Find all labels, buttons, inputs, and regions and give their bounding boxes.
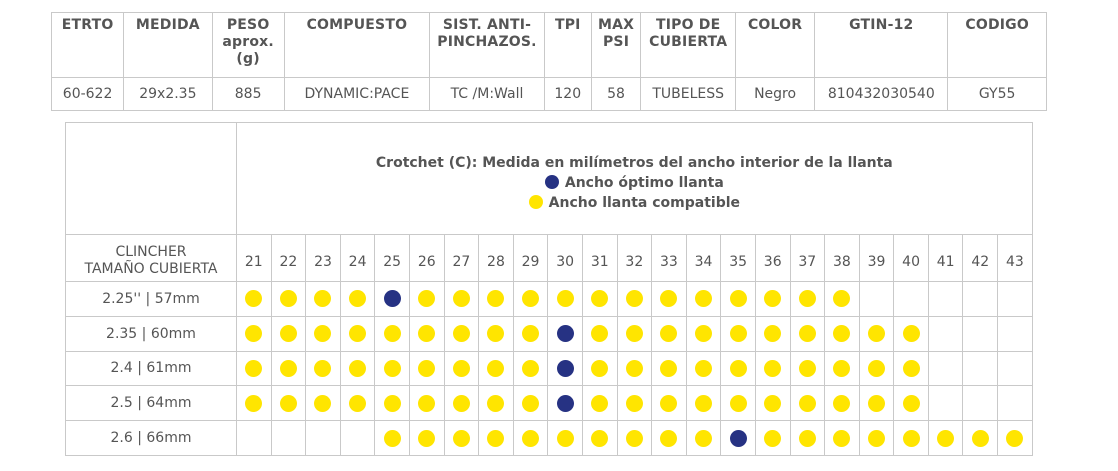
fit-cell-42	[963, 351, 998, 386]
fit-cell-41	[928, 421, 963, 456]
fit-cell-26	[409, 386, 444, 421]
compatible-width-dot	[660, 360, 677, 377]
fit-cell-41	[928, 316, 963, 351]
fit-cell-35	[721, 282, 756, 317]
compatible-width-dot	[591, 325, 608, 342]
optimal-width-dot	[384, 290, 401, 307]
width-header-24: 24	[340, 235, 375, 282]
value-tpi: 120	[544, 78, 591, 111]
fit-cell-21	[237, 316, 272, 351]
width-header-row	[66, 235, 1033, 282]
fit-cell-33	[652, 282, 687, 317]
compatible-width-dot	[730, 290, 747, 307]
compatible-width-dot	[418, 430, 435, 447]
width-header-28: 28	[479, 235, 514, 282]
compatible-dot-icon	[529, 195, 543, 209]
width-header-36: 36	[755, 235, 790, 282]
fit-cell-24	[340, 386, 375, 421]
value-tipo-de-cubierta: TUBELESS	[641, 78, 736, 111]
compatible-width-dot	[972, 430, 989, 447]
header-tipo-de-cubierta: TIPO DE CUBIERTA	[641, 13, 736, 78]
tire-size-row	[66, 282, 1033, 317]
compatible-width-dot	[833, 360, 850, 377]
compatible-width-dot	[626, 360, 643, 377]
compatible-width-dot	[522, 360, 539, 377]
legend-row	[66, 123, 1033, 235]
header-codigo: CODIGO	[948, 13, 1047, 78]
fit-cell-26	[409, 351, 444, 386]
header-etrto: ETRTO	[52, 13, 124, 78]
compatible-width-dot	[626, 325, 643, 342]
compatible-width-dot	[280, 325, 297, 342]
compatible-width-dot	[660, 395, 677, 412]
tire-size-label: 2.35 | 60mm	[66, 316, 237, 351]
fit-cell-40	[894, 386, 929, 421]
fit-cell-28	[479, 386, 514, 421]
compatible-width-dot	[626, 290, 643, 307]
fit-cell-25	[375, 282, 410, 317]
compatible-width-dot	[314, 395, 331, 412]
compatible-width-dot	[245, 290, 262, 307]
fit-cell-38	[825, 316, 860, 351]
spec-value-row	[52, 78, 1047, 111]
compatible-width-dot	[453, 325, 470, 342]
fit-cell-41	[928, 386, 963, 421]
optimal-width-dot	[730, 430, 747, 447]
fit-cell-36	[755, 282, 790, 317]
fit-cell-25	[375, 316, 410, 351]
fit-cell-28	[479, 282, 514, 317]
fit-cell-24	[340, 351, 375, 386]
fit-cell-36	[755, 316, 790, 351]
fit-cell-27	[444, 351, 479, 386]
tire-size-label: 2.5 | 64mm	[66, 386, 237, 421]
fit-cell-42	[963, 386, 998, 421]
fit-cell-39	[859, 386, 894, 421]
fit-cell-24	[340, 282, 375, 317]
fit-cell-36	[755, 421, 790, 456]
fit-cell-37	[790, 351, 825, 386]
fit-cell-42	[963, 421, 998, 456]
fit-cell-39	[859, 316, 894, 351]
header-max-psi: MAX PSI	[591, 13, 641, 78]
fit-cell-29	[513, 351, 548, 386]
compatible-width-dot	[730, 395, 747, 412]
fit-cell-27	[444, 316, 479, 351]
width-header-38: 38	[825, 235, 860, 282]
tire-size-label: 2.4 | 61mm	[66, 351, 237, 386]
fit-cell-29	[513, 386, 548, 421]
fit-cell-22	[271, 386, 306, 421]
fit-cell-39	[859, 421, 894, 456]
fit-cell-22	[271, 351, 306, 386]
fit-cell-36	[755, 386, 790, 421]
compatible-width-dot	[487, 290, 504, 307]
compatible-width-dot	[453, 430, 470, 447]
value-sist-anti-pinchazos: TC /M:Wall	[430, 78, 545, 111]
compatible-width-dot	[764, 360, 781, 377]
tire-size-label: 2.6 | 66mm	[66, 421, 237, 456]
compatible-width-dot	[522, 430, 539, 447]
compatible-width-dot	[349, 395, 366, 412]
fit-cell-38	[825, 386, 860, 421]
fit-cell-28	[479, 316, 514, 351]
legend-cell	[237, 123, 1033, 235]
legend-compatible	[237, 193, 1032, 213]
fit-cell-23	[306, 316, 341, 351]
compatible-width-dot	[833, 325, 850, 342]
compatible-width-dot	[695, 430, 712, 447]
fit-cell-26	[409, 421, 444, 456]
legend-compatible-label: Ancho llanta compatible	[548, 194, 741, 211]
fit-cell-34	[686, 386, 721, 421]
compatible-width-dot	[695, 290, 712, 307]
value-gtin-12: 810432030540	[815, 78, 948, 111]
fit-cell-40	[894, 282, 929, 317]
width-header-34: 34	[686, 235, 721, 282]
fit-cell-24	[340, 316, 375, 351]
fit-cell-43	[998, 351, 1033, 386]
fit-cell-38	[825, 282, 860, 317]
compatible-width-dot	[764, 395, 781, 412]
size-header-line1: CLINCHER	[115, 244, 187, 260]
header-peso: PESO aprox. (g)	[212, 13, 284, 78]
fit-cell-42	[963, 316, 998, 351]
fit-cell-29	[513, 282, 548, 317]
fit-cell-21	[237, 421, 272, 456]
fit-cell-23	[306, 421, 341, 456]
header-compuesto: COMPUESTO	[284, 13, 429, 78]
fit-cell-23	[306, 386, 341, 421]
compatible-width-dot	[833, 430, 850, 447]
legend-title: Crotchet (C): Medida en milímetros del ancho interior de la llanta	[375, 154, 893, 171]
compatible-width-dot	[868, 360, 885, 377]
fit-cell-30	[548, 282, 583, 317]
width-header-37: 37	[790, 235, 825, 282]
compatible-width-dot	[453, 290, 470, 307]
compatible-width-dot	[695, 325, 712, 342]
fit-cell-32	[617, 316, 652, 351]
compatible-width-dot	[487, 360, 504, 377]
compatible-width-dot	[868, 430, 885, 447]
fit-cell-43	[998, 421, 1033, 456]
fit-cell-25	[375, 421, 410, 456]
compatible-width-dot	[418, 325, 435, 342]
compatible-width-dot	[314, 290, 331, 307]
compatible-width-dot	[349, 325, 366, 342]
compatible-width-dot	[245, 395, 262, 412]
legend-corner-cell	[66, 123, 237, 235]
legend-optimal	[237, 173, 1032, 193]
compatible-width-dot	[384, 325, 401, 342]
tire-size-row	[66, 351, 1033, 386]
width-header-23: 23	[306, 235, 341, 282]
compatible-width-dot	[487, 395, 504, 412]
compatible-width-dot	[591, 395, 608, 412]
compatible-width-dot	[280, 395, 297, 412]
fit-cell-35	[721, 386, 756, 421]
compatible-width-dot	[522, 395, 539, 412]
compatible-width-dot	[314, 360, 331, 377]
width-header-25: 25	[375, 235, 410, 282]
compatible-width-dot	[799, 395, 816, 412]
compatible-width-dot	[591, 290, 608, 307]
width-header-31: 31	[582, 235, 617, 282]
fit-cell-31	[582, 421, 617, 456]
fit-cell-41	[928, 351, 963, 386]
compatible-width-dot	[903, 395, 920, 412]
compatible-width-dot	[903, 360, 920, 377]
compatible-width-dot	[280, 360, 297, 377]
spec-header-row	[52, 13, 1047, 78]
fit-cell-39	[859, 282, 894, 317]
fit-cell-24	[340, 421, 375, 456]
width-header-21: 21	[237, 235, 272, 282]
fit-cell-27	[444, 282, 479, 317]
size-header-line2: TAMAÑO CUBIERTA	[84, 261, 218, 277]
fit-cell-30	[548, 386, 583, 421]
fit-cell-23	[306, 351, 341, 386]
width-header-30: 30	[548, 235, 583, 282]
compatible-width-dot	[487, 430, 504, 447]
fit-cell-29	[513, 421, 548, 456]
width-header-35: 35	[721, 235, 756, 282]
width-header-33: 33	[652, 235, 687, 282]
compatible-width-dot	[730, 360, 747, 377]
width-header-29: 29	[513, 235, 548, 282]
compatible-width-dot	[626, 395, 643, 412]
value-etrto: 60-622	[52, 78, 124, 111]
fit-cell-37	[790, 421, 825, 456]
fit-cell-32	[617, 282, 652, 317]
fit-cell-27	[444, 386, 479, 421]
fit-cell-30	[548, 421, 583, 456]
fit-cell-31	[582, 386, 617, 421]
compatible-width-dot	[418, 290, 435, 307]
compatible-width-dot	[522, 290, 539, 307]
fit-cell-34	[686, 316, 721, 351]
compatible-width-dot	[833, 290, 850, 307]
header-gtin-12: GTIN-12	[815, 13, 948, 78]
compatible-width-dot	[349, 290, 366, 307]
width-header-27: 27	[444, 235, 479, 282]
width-header-22: 22	[271, 235, 306, 282]
fit-cell-25	[375, 351, 410, 386]
compatible-width-dot	[764, 430, 781, 447]
header-medida: MEDIDA	[124, 13, 212, 78]
compatible-width-dot	[487, 325, 504, 342]
width-header-40: 40	[894, 235, 929, 282]
compatible-width-dot	[868, 325, 885, 342]
compatible-width-dot	[799, 325, 816, 342]
compatible-width-dot	[453, 360, 470, 377]
fit-cell-32	[617, 421, 652, 456]
compatible-width-dot	[730, 325, 747, 342]
fit-cell-21	[237, 351, 272, 386]
fit-cell-37	[790, 282, 825, 317]
fit-cell-26	[409, 316, 444, 351]
optimal-width-dot	[557, 395, 574, 412]
compatible-width-dot	[903, 325, 920, 342]
fit-cell-27	[444, 421, 479, 456]
fit-cell-28	[479, 421, 514, 456]
compatible-width-dot	[557, 430, 574, 447]
fit-cell-40	[894, 421, 929, 456]
fit-cell-35	[721, 421, 756, 456]
compatible-width-dot	[660, 325, 677, 342]
compatible-width-dot	[384, 430, 401, 447]
compatible-width-dot	[764, 325, 781, 342]
header-color: COLOR	[735, 13, 814, 78]
value-codigo: GY55	[948, 78, 1047, 111]
width-header-43: 43	[998, 235, 1033, 282]
fit-cell-43	[998, 282, 1033, 317]
compatible-width-dot	[453, 395, 470, 412]
fit-cell-33	[652, 316, 687, 351]
tire-size-row	[66, 421, 1033, 456]
compatible-width-dot	[799, 290, 816, 307]
optimal-width-dot	[557, 325, 574, 342]
tire-size-row	[66, 316, 1033, 351]
compatible-width-dot	[418, 360, 435, 377]
compatible-width-dot	[660, 430, 677, 447]
fit-cell-30	[548, 351, 583, 386]
fit-cell-21	[237, 386, 272, 421]
tire-size-label: 2.25'' | 57mm	[66, 282, 237, 317]
compatible-width-dot	[245, 360, 262, 377]
optimal-width-dot	[557, 360, 574, 377]
fit-cell-33	[652, 421, 687, 456]
fit-cell-34	[686, 282, 721, 317]
fit-cell-36	[755, 351, 790, 386]
compatible-width-dot	[833, 395, 850, 412]
fit-cell-26	[409, 282, 444, 317]
value-medida: 29x2.35	[124, 78, 212, 111]
optimal-dot-icon	[545, 175, 559, 189]
width-header-39: 39	[859, 235, 894, 282]
width-header-32: 32	[617, 235, 652, 282]
compatible-width-dot	[591, 430, 608, 447]
header-tpi: TPI	[544, 13, 591, 78]
fit-cell-39	[859, 351, 894, 386]
fit-cell-28	[479, 351, 514, 386]
fit-cell-34	[686, 351, 721, 386]
fit-cell-32	[617, 351, 652, 386]
fit-cell-33	[652, 351, 687, 386]
compatible-width-dot	[314, 325, 331, 342]
compatible-width-dot	[245, 325, 262, 342]
fit-cell-22	[271, 282, 306, 317]
fit-cell-33	[652, 386, 687, 421]
fit-cell-42	[963, 282, 998, 317]
compatible-width-dot	[591, 360, 608, 377]
size-header	[66, 235, 237, 282]
fit-cell-40	[894, 316, 929, 351]
legend-optimal-label: Ancho óptimo llanta	[564, 174, 724, 191]
fit-cell-30	[548, 316, 583, 351]
compatible-width-dot	[626, 430, 643, 447]
fit-cell-22	[271, 316, 306, 351]
compatible-width-dot	[280, 290, 297, 307]
fit-cell-35	[721, 316, 756, 351]
fit-cell-41	[928, 282, 963, 317]
width-header-26: 26	[409, 235, 444, 282]
compatible-width-dot	[660, 290, 677, 307]
compatible-width-dot	[799, 360, 816, 377]
fit-cell-40	[894, 351, 929, 386]
value-color: Negro	[735, 78, 814, 111]
compatible-width-dot	[557, 290, 574, 307]
tire-size-row	[66, 386, 1033, 421]
width-header-42: 42	[963, 235, 998, 282]
compatible-width-dot	[384, 360, 401, 377]
compatible-width-dot	[695, 360, 712, 377]
fit-cell-22	[271, 421, 306, 456]
fit-cell-43	[998, 316, 1033, 351]
compatible-width-dot	[937, 430, 954, 447]
width-header-41: 41	[928, 235, 963, 282]
fit-cell-38	[825, 421, 860, 456]
fit-cell-31	[582, 282, 617, 317]
compatible-width-dot	[418, 395, 435, 412]
compatible-width-dot	[903, 430, 920, 447]
fit-cell-35	[721, 351, 756, 386]
fit-cell-37	[790, 386, 825, 421]
fit-cell-29	[513, 316, 548, 351]
fit-cell-38	[825, 351, 860, 386]
fit-cell-21	[237, 282, 272, 317]
compatible-width-dot	[384, 395, 401, 412]
fit-cell-34	[686, 421, 721, 456]
compatible-width-dot	[799, 430, 816, 447]
compatible-width-dot	[1006, 430, 1023, 447]
compatible-width-dot	[868, 395, 885, 412]
fit-cell-32	[617, 386, 652, 421]
rim-compatibility-table	[65, 122, 1033, 456]
value-max-psi: 58	[591, 78, 641, 111]
fit-cell-25	[375, 386, 410, 421]
value-compuesto: DYNAMIC:PACE	[284, 78, 429, 111]
compatible-width-dot	[764, 290, 781, 307]
fit-cell-31	[582, 316, 617, 351]
compatible-width-dot	[695, 395, 712, 412]
fit-cell-23	[306, 282, 341, 317]
compatible-width-dot	[522, 325, 539, 342]
fit-cell-31	[582, 351, 617, 386]
fit-cell-43	[998, 386, 1033, 421]
compatible-width-dot	[349, 360, 366, 377]
spec-table	[51, 12, 1047, 111]
header-sist-anti-pinchazos: SIST. ANTI- PINCHAZOS.	[430, 13, 545, 78]
value-peso: 885	[212, 78, 284, 111]
fit-cell-37	[790, 316, 825, 351]
